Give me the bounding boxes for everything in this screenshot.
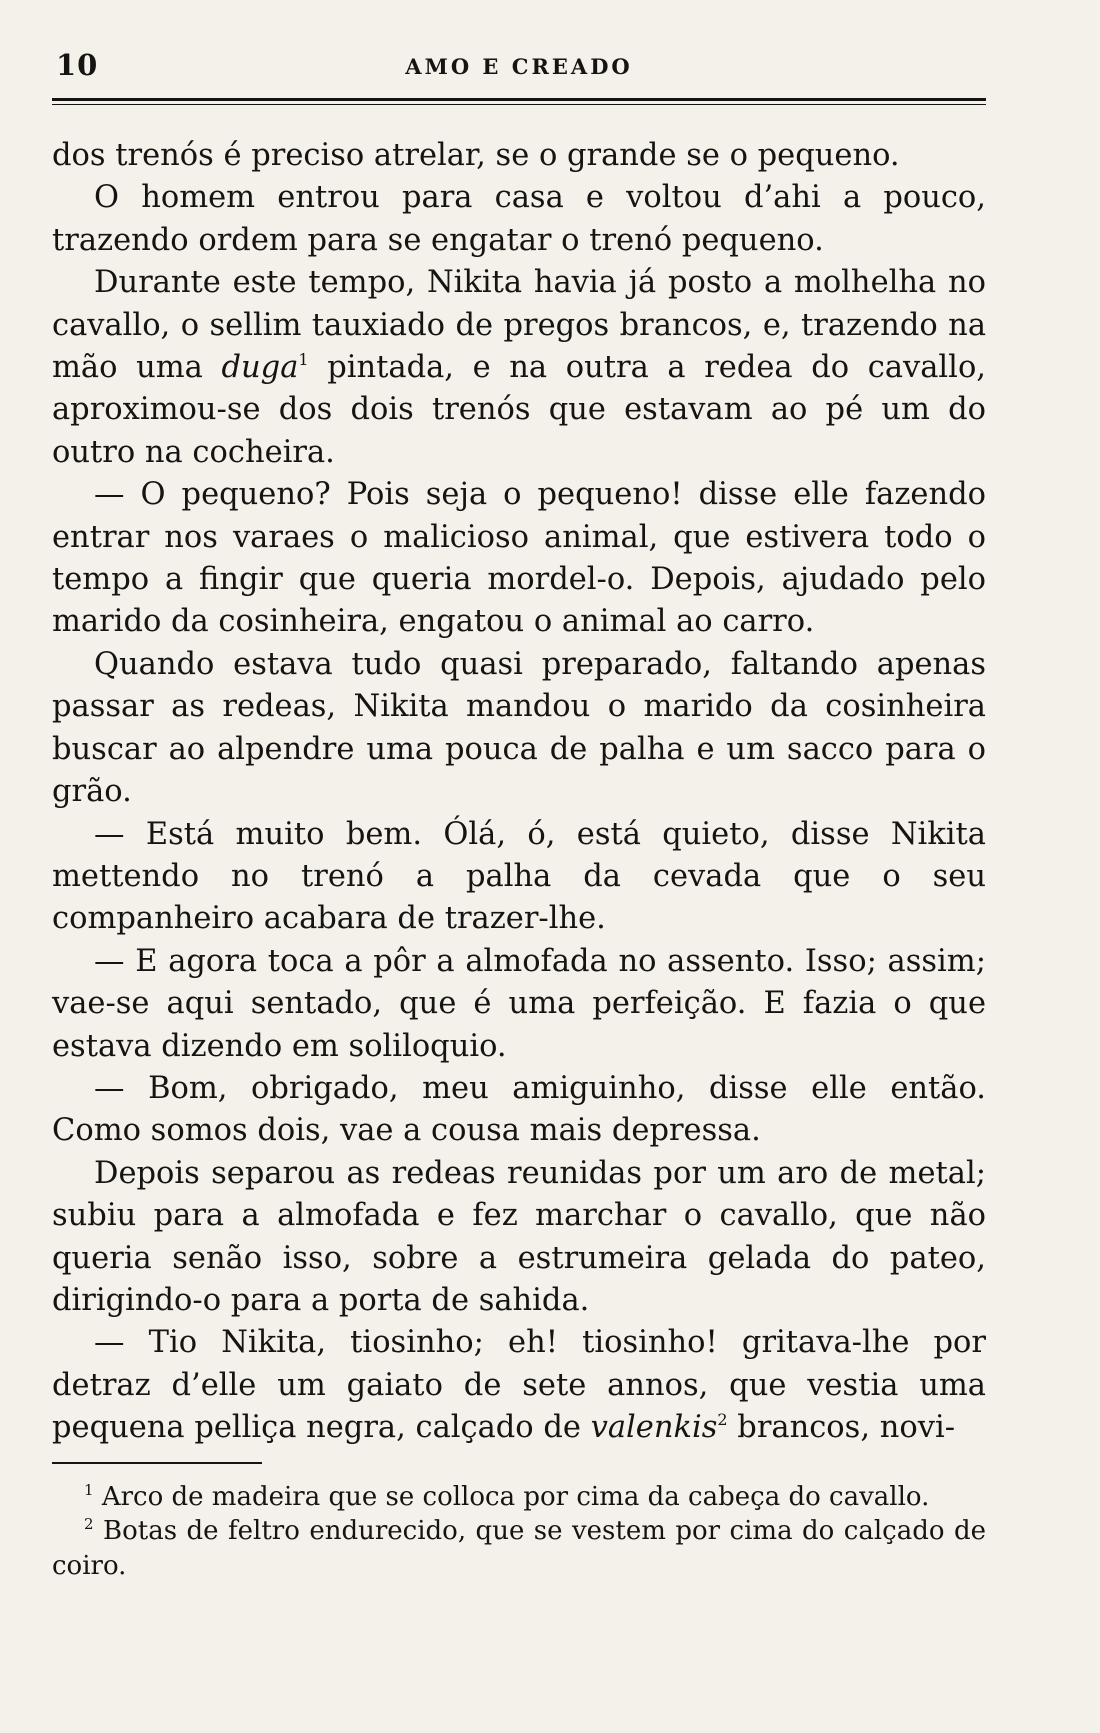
paragraph: — O pequeno? Pois seja o pequeno! disse elle fazendo entrar nos varaes o malicioso animal, que estivera todo o tempo a fingir que queria mordel-o. Depois, ajudado pelo marido da cosinheira, engatou o animal ao carro. [52,477,986,640]
footnote [52,1480,986,1515]
paragraph-text: brancos, novi- [737,1410,956,1446]
page-number: 10 [56,48,99,82]
paragraph [52,262,986,474]
paragraph [52,1322,986,1449]
footnote-ref: 1 [298,350,309,370]
paragraph-text: — Tio Nikita, tiosinho; eh! tiosinho! gritava-lhe por detraz d’elle um gaiato de sete annos, que vestia uma pequena pelliça negra, calçado de [52,1325,986,1446]
footnote-text: Arco de madeira que se colloca por cima da cabeça do cavallo. [101,1481,930,1512]
paragraph: — Está muito bem. Ólá, ó, está quieto, disse Nikita mettendo no trenó a palha da cevada que o seu companheiro acabara de trazer-lhe. [52,816,986,937]
book-page [52,38,986,1698]
page-header [52,38,986,90]
paragraph-text: pintada, e na outra a redea do cavallo, aproximou-se dos dois trenós que estavam ao pé um do outro na cocheira. [52,350,986,470]
footnote-marker: 1 [84,1480,94,1499]
paragraph: Quando estava tudo quasi preparado, faltando apenas passar as redeas, Nikita mandou o marido da cosinheira buscar ao alpendre uma pouca de palha e um sacco para o grão. [52,646,986,810]
paragraph: — E agora toca a pôr a almofada no assento. Isso; assim; vae-se aqui sentado, que é uma perfeição. E fazia o que estava dizendo em soliloquio. [52,943,986,1064]
paragraph: dos trenós é preciso atrelar, se o grande se o pequeno. [52,138,900,173]
paragraph: — Bom, obrigado, meu amiguinho, disse elle então. Como somos dois, vae a cousa mais depressa. [52,1070,986,1149]
running-title: AMO E CREADO [405,54,633,79]
body-text [52,135,986,1450]
italic-term: valenkis [590,1410,718,1446]
footnote-text: Botas de feltro endurecido, que se vestem por cima do calçado de coiro. [52,1516,987,1581]
italic-term: duga [221,350,299,386]
footnote-marker: 2 [84,1515,94,1534]
footnote-ref: 2 [717,1410,728,1430]
paragraph: O homem entrou para casa e voltou d’ahi a pouco, trazendo ordem para se engatar o trenó pequeno. [52,180,986,258]
paragraph-text: Durante este tempo, Nikita havia já posto a molhelha no cavallo, o sellim tauxiado de pregos brancos, e, trazendo na mão uma [52,265,986,386]
footnote-rule [52,1462,262,1464]
header-rule [52,98,986,105]
footnote [52,1514,986,1583]
paragraph: Depois separou as redeas reunidas por um aro de metal; subiu para a almofada e fez marchar o cavallo, que não queria senão isso, sobre a estrumeira gelada do pateo, dirigindo-o para a porta de sahida. [52,1155,986,1318]
footnotes [52,1480,986,1584]
